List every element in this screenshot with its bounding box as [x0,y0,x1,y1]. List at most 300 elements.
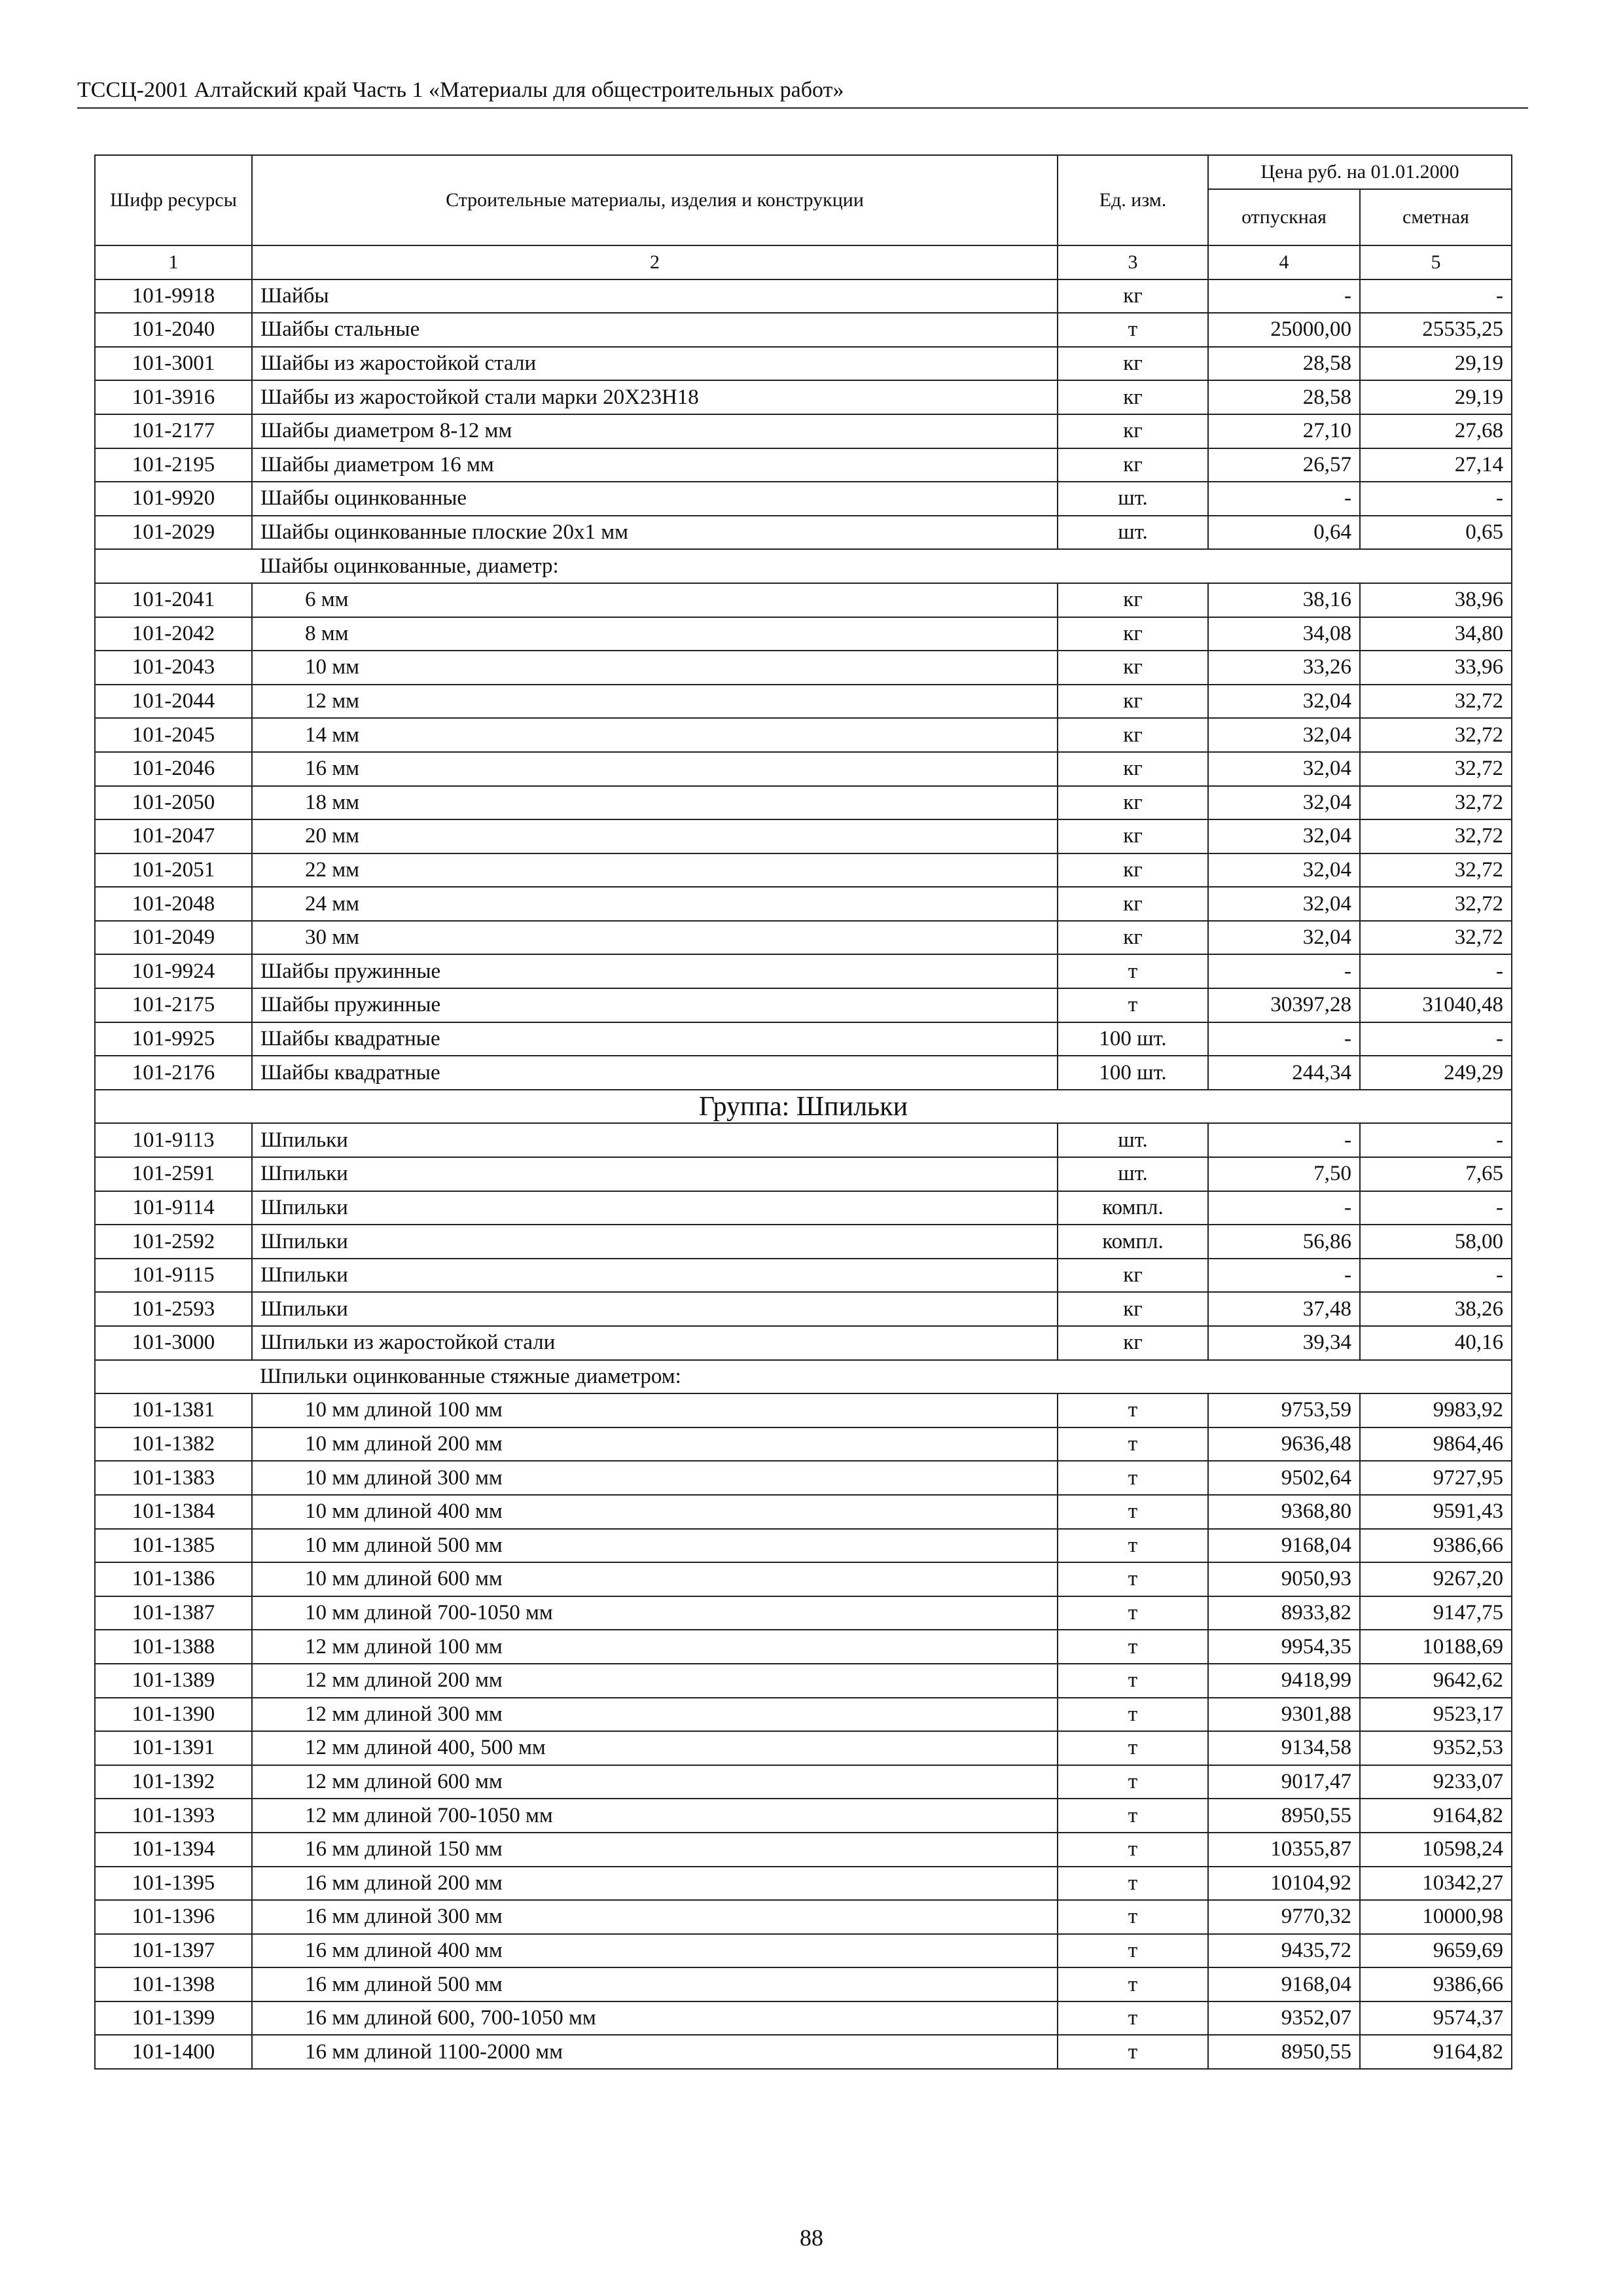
estimate-price-cell: 9164,82 [1360,1799,1512,1833]
subheader-row [95,549,1512,583]
code-cell: 101-9114 [95,1191,252,1225]
name-cell: 10 мм длиной 700-1050 мм [252,1596,1058,1630]
release-price-cell: - [1208,954,1360,988]
code-cell: 101-2045 [95,718,252,752]
table-row [95,1698,1512,1732]
unit-cell: т [1058,1596,1208,1630]
release-price-cell: 9134,58 [1208,1731,1360,1765]
estimate-price-cell: - [1360,954,1512,988]
release-price-cell: 9168,04 [1208,1529,1360,1563]
release-price-cell: 9636,48 [1208,1427,1360,1462]
name-cell: Шпильки [252,1225,1058,1259]
column-header-estimate-price: сметная [1360,189,1512,245]
release-price-cell: 9770,32 [1208,1900,1360,1934]
estimate-price-cell: 9574,37 [1360,2001,1512,2036]
release-price-cell: 32,04 [1208,921,1360,955]
code-cell: 101-1382 [95,1427,252,1462]
code-cell: 101-1394 [95,1833,252,1867]
table-row [95,1225,1512,1259]
release-price-cell: 32,04 [1208,819,1360,853]
name-cell: 16 мм длиной 400 мм [252,1934,1058,1968]
table-row [95,1326,1512,1360]
unit-cell: кг [1058,921,1208,955]
name-cell: 10 мм длиной 500 мм [252,1529,1058,1563]
release-price-cell: 38,16 [1208,583,1360,617]
code-cell: 101-1385 [95,1529,252,1563]
estimate-price-cell: 27,68 [1360,414,1512,448]
table-row [95,1833,1512,1867]
table-row [95,380,1512,414]
code-cell: 101-2593 [95,1292,252,1326]
name-cell: Шпильки [252,1259,1058,1293]
unit-cell: т [1058,2035,1208,2069]
release-price-cell: - [1208,482,1360,516]
unit-cell: кг [1058,1326,1208,1360]
column-header-unit: Ед. изм. [1058,155,1208,245]
column-numbers-row [95,245,1512,279]
name-cell: 6 мм [252,583,1058,617]
estimate-price-cell: 9352,53 [1360,1731,1512,1765]
table-row [95,819,1512,853]
unit-cell: кг [1058,347,1208,381]
estimate-price-cell: 9523,17 [1360,1698,1512,1732]
estimate-price-cell: 9864,46 [1360,1427,1512,1462]
estimate-price-cell: 58,00 [1360,1225,1512,1259]
unit-cell: кг [1058,819,1208,853]
release-price-cell: 32,04 [1208,685,1360,719]
table-row [95,1022,1512,1056]
estimate-price-cell: 38,26 [1360,1292,1512,1326]
table-row [95,1630,1512,1664]
name-cell: 12 мм длиной 600 мм [252,1765,1058,1799]
release-price-cell: 27,10 [1208,414,1360,448]
table-row [95,1596,1512,1630]
table-row [95,1967,1512,2001]
table-row [95,651,1512,685]
release-price-cell: - [1208,279,1360,314]
table-row [95,1056,1512,1090]
release-price-cell: 32,04 [1208,752,1360,786]
table-row [95,313,1512,347]
code-cell: 101-3916 [95,380,252,414]
code-cell: 101-2046 [95,752,252,786]
document-title: ТССЦ-2001 Алтайский край Часть 1 «Материалы для общестроительных работ» [77,78,844,102]
release-price-cell: 9352,07 [1208,2001,1360,2036]
unit-cell: т [1058,1698,1208,1732]
column-header-price: Цена руб. на 01.01.2000 [1208,155,1512,189]
column-header-release-price: отпускная [1208,189,1360,245]
release-price-cell: 244,34 [1208,1056,1360,1090]
table-row [95,786,1512,820]
estimate-price-cell: 9659,69 [1360,1934,1512,1968]
estimate-price-cell: 27,14 [1360,448,1512,482]
estimate-price-cell: 38,96 [1360,583,1512,617]
column-header-code: Шифр ресурсы [95,155,252,245]
table-row [95,1259,1512,1293]
name-cell: Шпильки [252,1292,1058,1326]
release-price-cell: 9418,99 [1208,1664,1360,1698]
name-cell: 12 мм [252,685,1058,719]
name-cell: 12 мм длиной 700-1050 мм [252,1799,1058,1833]
estimate-price-cell: 7,65 [1360,1157,1512,1191]
estimate-price-cell: 31040,48 [1360,988,1512,1022]
table-row [95,1731,1512,1765]
release-price-cell: 8933,82 [1208,1596,1360,1630]
table-row [95,1765,1512,1799]
table-row [95,752,1512,786]
unit-cell: т [1058,2001,1208,2036]
name-cell: 10 мм длиной 600 мм [252,1562,1058,1596]
code-cell: 101-9918 [95,279,252,314]
code-cell: 101-1387 [95,1596,252,1630]
estimate-price-cell: 40,16 [1360,1326,1512,1360]
estimate-price-cell: 249,29 [1360,1056,1512,1090]
release-price-cell: 10355,87 [1208,1833,1360,1867]
release-price-cell: 9954,35 [1208,1630,1360,1664]
unit-cell: кг [1058,448,1208,482]
release-price-cell: 30397,28 [1208,988,1360,1022]
estimate-price-cell: 10598,24 [1360,1833,1512,1867]
code-cell: 101-1399 [95,2001,252,2036]
code-cell: 101-3000 [95,1326,252,1360]
release-price-cell: 9168,04 [1208,1967,1360,2001]
code-cell: 101-1398 [95,1967,252,2001]
unit-cell: т [1058,1934,1208,1968]
unit-cell: т [1058,1529,1208,1563]
name-cell: Шпильки [252,1191,1058,1225]
page-number: 88 [800,2225,823,2251]
release-price-cell: 37,48 [1208,1292,1360,1326]
unit-cell: т [1058,1765,1208,1799]
unit-cell: кг [1058,1259,1208,1293]
estimate-price-cell: 29,19 [1360,347,1512,381]
name-cell: 10 мм длиной 200 мм [252,1427,1058,1462]
unit-cell: кг [1058,718,1208,752]
name-cell: 10 мм длиной 300 мм [252,1461,1058,1495]
code-cell: 101-2176 [95,1056,252,1090]
name-cell: 16 мм длиной 1100-2000 мм [252,2035,1058,2069]
release-price-cell: 39,34 [1208,1326,1360,1360]
code-cell: 101-2177 [95,414,252,448]
release-price-cell: 32,04 [1208,786,1360,820]
name-cell: Шайбы стальные [252,313,1058,347]
unit-cell: шт. [1058,1123,1208,1157]
column-number: 5 [1360,245,1512,279]
name-cell: 18 мм [252,786,1058,820]
name-cell: Шайбы из жаростойкой стали марки 20Х23Н18 [252,380,1058,414]
estimate-price-cell: 10000,98 [1360,1900,1512,1934]
table-row [95,1664,1512,1698]
name-cell: 10 мм длиной 100 мм [252,1393,1058,1427]
estimate-price-cell: 9386,66 [1360,1967,1512,2001]
name-cell: Шпильки [252,1157,1058,1191]
code-cell: 101-1390 [95,1698,252,1732]
name-cell: 16 мм [252,752,1058,786]
code-cell: 101-9115 [95,1259,252,1293]
name-cell: 16 мм длиной 200 мм [252,1867,1058,1901]
estimate-price-cell: 9267,20 [1360,1562,1512,1596]
release-price-cell: 32,04 [1208,718,1360,752]
release-price-cell: - [1208,1123,1360,1157]
release-price-cell: 9050,93 [1208,1562,1360,1596]
name-cell: 12 мм длиной 300 мм [252,1698,1058,1732]
estimate-price-cell: 10188,69 [1360,1630,1512,1664]
code-cell: 101-3001 [95,347,252,381]
estimate-price-cell: 0,65 [1360,516,1512,550]
code-cell [95,1360,252,1394]
estimate-price-cell: - [1360,1191,1512,1225]
estimate-price-cell: 34,80 [1360,617,1512,651]
code-cell: 101-9925 [95,1022,252,1056]
name-cell: Шпильки из жаростойкой стали [252,1326,1058,1360]
estimate-price-cell: - [1360,1022,1512,1056]
table-row [95,1461,1512,1495]
table-row [95,853,1512,888]
code-cell: 101-2042 [95,617,252,651]
table-row [95,921,1512,955]
name-cell: 16 мм длиной 600, 700-1050 мм [252,2001,1058,2036]
release-price-cell: 32,04 [1208,887,1360,921]
release-price-cell: 32,04 [1208,853,1360,888]
group-heading-row [95,1090,1512,1124]
subheader-row [95,1360,1512,1394]
name-cell: 16 мм длиной 300 мм [252,1900,1058,1934]
estimate-price-cell: - [1360,482,1512,516]
unit-cell: т [1058,1461,1208,1495]
unit-cell: т [1058,1867,1208,1901]
estimate-price-cell: 32,72 [1360,921,1512,955]
unit-cell: кг [1058,380,1208,414]
name-cell: 8 мм [252,617,1058,651]
name-cell: 12 мм длиной 200 мм [252,1664,1058,1698]
name-cell: 12 мм длиной 400, 500 мм [252,1731,1058,1765]
release-price-cell: 9301,88 [1208,1698,1360,1732]
table-row [95,1867,1512,1901]
name-cell: Шайбы оцинкованные [252,482,1058,516]
name-cell: 16 мм длиной 500 мм [252,1967,1058,2001]
unit-cell: кг [1058,651,1208,685]
code-cell: 101-9113 [95,1123,252,1157]
page-header [77,76,1528,109]
unit-cell: кг [1058,279,1208,314]
table-row [95,1562,1512,1596]
unit-cell: шт. [1058,1157,1208,1191]
release-price-cell: 8950,55 [1208,1799,1360,1833]
estimate-price-cell: 32,72 [1360,853,1512,888]
unit-cell: кг [1058,752,1208,786]
estimate-price-cell: 9727,95 [1360,1461,1512,1495]
table-row [95,1393,1512,1427]
name-cell: 12 мм длиной 100 мм [252,1630,1058,1664]
code-cell: 101-2175 [95,988,252,1022]
estimate-price-cell: 32,72 [1360,887,1512,921]
unit-cell: т [1058,1495,1208,1529]
estimate-price-cell: 33,96 [1360,651,1512,685]
estimate-price-cell: 32,72 [1360,786,1512,820]
table-row [95,887,1512,921]
code-cell: 101-2047 [95,819,252,853]
table-row [95,1157,1512,1191]
table-row [95,414,1512,448]
name-cell: 10 мм [252,651,1058,685]
code-cell: 101-2029 [95,516,252,550]
release-price-cell: - [1208,1259,1360,1293]
table-row [95,2035,1512,2069]
table-row [95,685,1512,719]
table-row [95,279,1512,314]
table-row [95,988,1512,1022]
table-row [95,1934,1512,1968]
column-number: 3 [1058,245,1208,279]
code-cell: 101-1389 [95,1664,252,1698]
unit-cell: т [1058,1900,1208,1934]
release-price-cell: 56,86 [1208,1225,1360,1259]
code-cell: 101-2195 [95,448,252,482]
unit-cell: кг [1058,414,1208,448]
unit-cell: шт. [1058,516,1208,550]
unit-cell: т [1058,313,1208,347]
code-cell: 101-1393 [95,1799,252,1833]
estimate-price-cell: 32,72 [1360,685,1512,719]
unit-cell: т [1058,1664,1208,1698]
name-cell: 16 мм длиной 150 мм [252,1833,1058,1867]
table-row [95,1427,1512,1462]
code-cell: 101-1392 [95,1765,252,1799]
table-row [95,718,1512,752]
unit-cell: шт. [1058,482,1208,516]
code-cell: 101-2051 [95,853,252,888]
code-cell: 101-1388 [95,1630,252,1664]
name-cell: Шайбы пружинные [252,988,1058,1022]
unit-cell: кг [1058,685,1208,719]
unit-cell: кг [1058,617,1208,651]
estimate-price-cell: 25535,25 [1360,313,1512,347]
code-cell: 101-2044 [95,685,252,719]
table-row [95,617,1512,651]
code-cell: 101-1386 [95,1562,252,1596]
release-price-cell: 7,50 [1208,1157,1360,1191]
unit-cell: т [1058,1731,1208,1765]
table-body [95,279,1512,2069]
table-row [95,1495,1512,1529]
code-cell: 101-1396 [95,1900,252,1934]
code-cell: 101-2043 [95,651,252,685]
code-cell: 101-1391 [95,1731,252,1765]
code-cell [95,549,252,583]
name-cell: Шайбы [252,279,1058,314]
unit-cell: кг [1058,853,1208,888]
estimate-price-cell: 9147,75 [1360,1596,1512,1630]
name-cell: 14 мм [252,718,1058,752]
release-price-cell: 28,58 [1208,347,1360,381]
release-price-cell: 0,64 [1208,516,1360,550]
code-cell: 101-2592 [95,1225,252,1259]
release-price-cell: 8950,55 [1208,2035,1360,2069]
release-price-cell: 9017,47 [1208,1765,1360,1799]
name-cell: Шайбы оцинкованные плоские 20х1 мм [252,516,1058,550]
unit-cell: т [1058,1427,1208,1462]
table-row [95,482,1512,516]
name-cell: Шайбы из жаростойкой стали [252,347,1058,381]
name-cell: Шайбы пружинные [252,954,1058,988]
code-cell: 101-1384 [95,1495,252,1529]
release-price-cell: 26,57 [1208,448,1360,482]
unit-cell: компл. [1058,1225,1208,1259]
name-cell: Шпильки [252,1123,1058,1157]
table-row [95,1799,1512,1833]
table-row [95,954,1512,988]
release-price-cell: - [1208,1022,1360,1056]
estimate-price-cell: 10342,27 [1360,1867,1512,1901]
unit-cell: т [1058,988,1208,1022]
subheader-cell: Шпильки оцинкованные стяжные диаметром: [252,1360,1512,1394]
name-cell: Шайбы квадратные [252,1022,1058,1056]
estimate-price-cell: - [1360,1259,1512,1293]
unit-cell: компл. [1058,1191,1208,1225]
table-row [95,1900,1512,1934]
unit-cell: т [1058,1393,1208,1427]
unit-cell: т [1058,1967,1208,2001]
estimate-price-cell: 29,19 [1360,380,1512,414]
unit-cell: 100 шт. [1058,1056,1208,1090]
unit-cell: 100 шт. [1058,1022,1208,1056]
unit-cell: т [1058,1630,1208,1664]
code-cell: 101-1381 [95,1393,252,1427]
name-cell: 30 мм [252,921,1058,955]
code-cell: 101-2048 [95,887,252,921]
estimate-price-cell: - [1360,279,1512,314]
unit-cell: кг [1058,786,1208,820]
estimate-price-cell: 9164,82 [1360,2035,1512,2069]
estimate-price-cell: 9591,43 [1360,1495,1512,1529]
name-cell: 20 мм [252,819,1058,853]
name-cell: 24 мм [252,887,1058,921]
name-cell: Шайбы диаметром 16 мм [252,448,1058,482]
name-cell: 10 мм длиной 400 мм [252,1495,1058,1529]
table-row [95,1529,1512,1563]
release-price-cell: - [1208,1191,1360,1225]
unit-cell: т [1058,954,1208,988]
name-cell: Шайбы диаметром 8-12 мм [252,414,1058,448]
code-cell: 101-1400 [95,2035,252,2069]
table-row [95,1292,1512,1326]
estimate-price-cell: 32,72 [1360,718,1512,752]
estimate-price-cell: 9642,62 [1360,1664,1512,1698]
table-row [95,347,1512,381]
code-cell: 101-2040 [95,313,252,347]
unit-cell: кг [1058,1292,1208,1326]
code-cell: 101-1395 [95,1867,252,1901]
column-header-name: Строительные материалы, изделия и конструкции [252,155,1058,245]
name-cell: 22 мм [252,853,1058,888]
release-price-cell: 9753,59 [1208,1393,1360,1427]
unit-cell: т [1058,1562,1208,1596]
estimate-price-cell: 32,72 [1360,819,1512,853]
name-cell: Шайбы квадратные [252,1056,1058,1090]
column-number: 4 [1208,245,1360,279]
code-cell: 101-9924 [95,954,252,988]
release-price-cell: 9435,72 [1208,1934,1360,1968]
table-row [95,448,1512,482]
table-row [95,1191,1512,1225]
table-row [95,2001,1512,2036]
unit-cell: т [1058,1799,1208,1833]
unit-cell: т [1058,1833,1208,1867]
subheader-cell: Шайбы оцинкованные, диаметр: [252,549,1512,583]
table-row [95,583,1512,617]
unit-cell: кг [1058,887,1208,921]
code-cell: 101-2041 [95,583,252,617]
